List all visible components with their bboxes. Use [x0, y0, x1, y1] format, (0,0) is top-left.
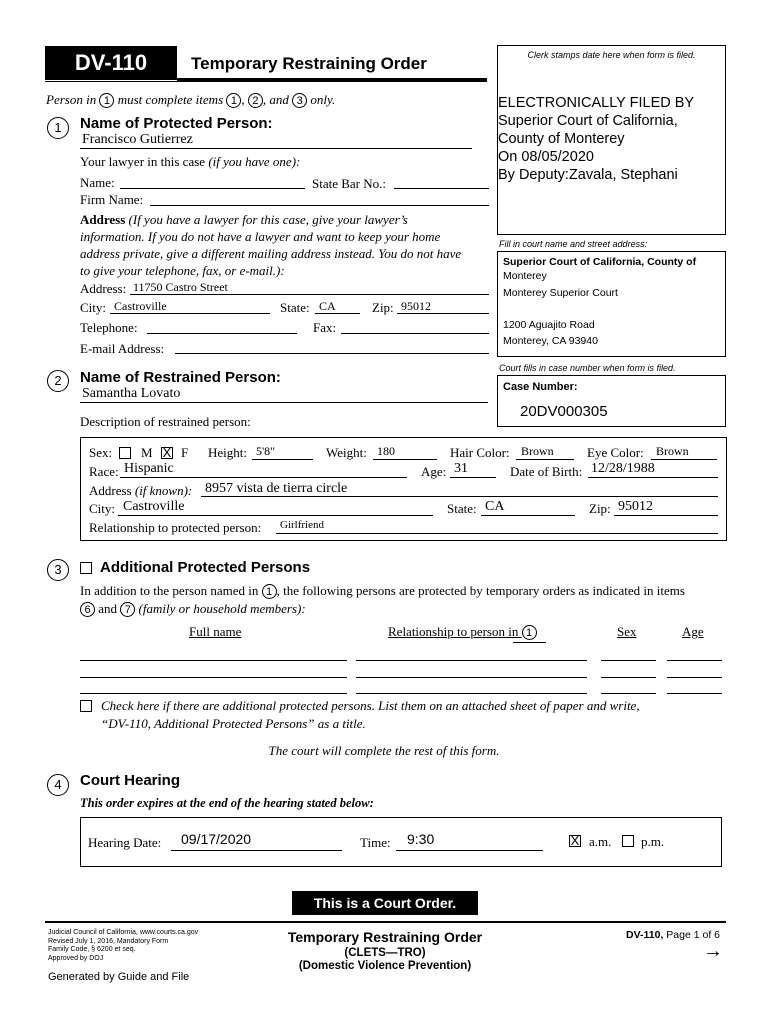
- address-bold: Address: [80, 212, 126, 227]
- state-label: State:: [280, 300, 310, 315]
- hair-line: [516, 459, 574, 460]
- intro-text-a: In addition to the person named in: [80, 583, 259, 598]
- restrained-city-line: [118, 515, 433, 516]
- description-label: Description of restrained person:: [80, 414, 251, 429]
- court-line: 1200 Aguajito Road: [503, 319, 595, 331]
- section-2-number-icon: 2: [47, 370, 69, 392]
- footer-rule: [45, 921, 726, 923]
- restrained-name-line: [80, 402, 488, 403]
- state-value[interactable]: CA: [319, 299, 336, 313]
- bar-number-field[interactable]: [394, 188, 489, 189]
- dob-value[interactable]: 12/28/1988: [591, 461, 655, 476]
- sex-f-checkbox[interactable]: X: [162, 445, 172, 460]
- person-row-age[interactable]: [667, 693, 722, 694]
- instructions-and: , and: [262, 92, 289, 107]
- court-name-note: Fill in court name and street address:: [499, 239, 648, 249]
- stamp-line: ELECTRONICALLY FILED BY: [498, 95, 695, 111]
- city-line: [110, 313, 270, 314]
- person-row-relationship[interactable]: [356, 693, 587, 694]
- protected-name-value[interactable]: Francisco Gutierrez: [82, 132, 193, 147]
- case-number-label: Case Number:: [503, 381, 578, 393]
- address-note-3: address private, give a different mailing address instead. You do not have: [80, 246, 462, 261]
- restrained-zip-value[interactable]: 95012: [618, 499, 653, 514]
- relationship-line: [276, 533, 718, 534]
- person-row-sex[interactable]: [601, 660, 656, 661]
- hearing-time-value[interactable]: 9:30: [407, 831, 435, 847]
- person-row-name[interactable]: [80, 660, 347, 661]
- sex-m-label: M: [141, 445, 153, 460]
- pm-checkbox[interactable]: [622, 835, 634, 847]
- intro-text-b: , the following persons are protected by temporary orders as indicated in items: [276, 583, 685, 598]
- sex-m-checkbox[interactable]: [119, 447, 131, 459]
- restrained-address-label: [89, 483, 192, 499]
- firm-name-field[interactable]: [150, 205, 489, 206]
- circle-1-icon: 1: [262, 584, 277, 599]
- race-line: [120, 477, 407, 478]
- restrained-city-label: City:: [89, 501, 116, 516]
- circle-7-icon: 7: [120, 602, 135, 617]
- generated-by: Generated by Guide and File: [48, 971, 190, 983]
- instructions-suffix: only.: [310, 92, 336, 107]
- age-value[interactable]: 31: [454, 461, 468, 476]
- weight-label: Weight:: [326, 445, 367, 460]
- additional-intro-line2: [80, 601, 306, 617]
- email-field[interactable]: [175, 353, 489, 354]
- hearing-date-value[interactable]: 09/17/2020: [181, 831, 252, 847]
- stamp-line: Superior Court of California,: [498, 113, 678, 129]
- telephone-field[interactable]: [147, 333, 297, 334]
- address-note-1: (If you have a lawyer for this case, give your lawyer’s: [128, 212, 408, 227]
- attach-sheet-checkbox[interactable]: [80, 700, 92, 712]
- restrained-zip-label: Zip:: [589, 501, 611, 516]
- age-line: [450, 477, 496, 478]
- lawyer-label-text: Your lawyer in this case: [80, 154, 206, 169]
- footer-sub1: (CLETS—TRO): [344, 947, 426, 959]
- address-note: [80, 211, 500, 279]
- hair-label: Hair Color:: [450, 445, 510, 460]
- circle-1-icon: 1: [522, 625, 537, 640]
- circle-3-icon: 3: [292, 93, 307, 108]
- next-page-arrow-icon[interactable]: →: [703, 940, 723, 962]
- am-label: a.m.: [589, 834, 612, 849]
- footer-page-text: Page 1 of 6: [666, 929, 721, 941]
- restrained-address-line: [201, 496, 718, 497]
- lawyer-name-field[interactable]: [120, 188, 305, 189]
- clerk-stamp-box: [497, 45, 726, 235]
- lawyer-label: [80, 154, 300, 170]
- restrained-address-label-text: Address: [89, 483, 132, 498]
- relationship-value[interactable]: Girlfriend: [280, 519, 324, 531]
- col-full-name: Full name: [189, 624, 242, 639]
- additional-intro-line1: [80, 583, 685, 599]
- form-id-badge: DV-110: [45, 46, 177, 80]
- header-rule-left: [45, 81, 487, 82]
- bar-number-label: State Bar No.:: [312, 176, 387, 191]
- footer-left-line: Judicial Council of California, www.courts.ca.gov: [48, 929, 199, 936]
- city-label: City:: [80, 300, 107, 315]
- zip-label: Zip:: [372, 300, 394, 315]
- person-row-age[interactable]: [667, 677, 722, 678]
- person-row-relationship[interactable]: [356, 660, 587, 661]
- footer-title: Temporary Restraining Order: [287, 929, 483, 945]
- race-label: Race:: [89, 464, 119, 479]
- stamp-line: On 08/05/2020: [498, 149, 594, 165]
- address-note-4: to give your telephone, fax, or e-mail.):: [80, 263, 285, 278]
- instructions-mid: must complete items: [117, 92, 224, 107]
- section-4-number-icon: 4: [47, 774, 69, 796]
- person-row-sex[interactable]: [601, 677, 656, 678]
- instructions: Person in 1 must complete items 1 , 2 , and 3 only.: [46, 92, 336, 107]
- court-name-2: Monterey: [503, 270, 547, 282]
- stamp-line: By Deputy:Zavala, Stephani: [498, 167, 678, 183]
- col-relationship: [388, 624, 537, 640]
- attach-sheet-text-1: Check here if there are additional protected persons. List them on an attached sheet of paper and write,: [101, 698, 640, 713]
- clerk-stamp-note: Clerk stamps date here when form is filed.: [527, 50, 696, 60]
- zip-value[interactable]: 95012: [401, 299, 431, 313]
- address-note-2: information. If you do not have a lawyer and want to keep your home: [80, 229, 441, 244]
- age-label: Age:: [421, 464, 447, 479]
- restrained-state-label: State:: [447, 501, 477, 516]
- circle-1-icon: 1: [226, 93, 241, 108]
- col-relationship-text: Relationship to person in: [388, 624, 519, 639]
- restrained-name-value[interactable]: Samantha Lovato: [82, 386, 181, 401]
- address-label: Address:: [80, 281, 127, 296]
- person-row-name[interactable]: [80, 693, 347, 694]
- court-line: Monterey Superior Court: [503, 287, 618, 299]
- restrained-address-value[interactable]: 8957 vista de tierra circle: [205, 481, 348, 496]
- fax-field[interactable]: [341, 333, 489, 334]
- form-title: Temporary Restraining Order: [191, 54, 427, 73]
- city-value[interactable]: Castroville: [114, 299, 167, 313]
- court-complete-note: The court will complete the rest of this form.: [268, 743, 500, 758]
- footer-sub2: (Domestic Violence Prevention): [298, 960, 472, 972]
- relationship-label: Relationship to protected person:: [89, 520, 262, 535]
- additional-persons-checkbox[interactable]: [80, 562, 92, 574]
- hearing-date-label: Hearing Date:: [88, 835, 162, 850]
- eye-label: Eye Color:: [587, 445, 644, 460]
- person-row-sex[interactable]: [601, 693, 656, 694]
- address-line: [130, 294, 489, 295]
- zip-line: [397, 313, 489, 314]
- race-value[interactable]: Hispanic: [124, 461, 174, 476]
- intro-text-2: (family or household members):: [138, 601, 306, 616]
- circle-2-icon: 2: [248, 93, 263, 108]
- hair-value[interactable]: Brown: [521, 444, 554, 458]
- sex-label: Sex:: [89, 445, 113, 460]
- restrained-state-line: [481, 515, 575, 516]
- person-row-age[interactable]: [667, 660, 722, 661]
- attach-sheet-text-2: “DV-110, Additional Protected Persons” as a title.: [101, 716, 366, 731]
- case-number-box: [497, 375, 726, 427]
- lawyer-name-label: Name:: [80, 175, 115, 190]
- col-sex: Sex: [617, 624, 637, 639]
- section-1-number-icon: 1: [47, 117, 69, 139]
- eye-line: [651, 459, 717, 460]
- restrained-address-paren: (if known):: [134, 483, 193, 498]
- case-number-value: 20DV000305: [520, 403, 608, 420]
- state-line: [315, 313, 360, 314]
- circle-1-icon: 1: [99, 93, 114, 108]
- fax-label: Fax:: [313, 320, 337, 335]
- eye-value[interactable]: Brown: [656, 444, 689, 458]
- protected-name-line: [80, 148, 472, 149]
- weight-value[interactable]: 180: [377, 444, 395, 458]
- hearing-date-line: [171, 850, 342, 851]
- hearing-time-label: Time:: [360, 835, 391, 850]
- section-3-number-icon: 3: [47, 559, 69, 581]
- weight-line: [373, 459, 437, 460]
- am-checkbox[interactable]: X: [570, 833, 580, 848]
- footer-form-id: DV-110,: [626, 929, 664, 941]
- col-relationship-underline: [513, 642, 546, 643]
- instructions-prefix: Person in: [46, 92, 97, 107]
- footer-left-line: Family Code, § 6200 et seq.: [48, 946, 136, 953]
- height-value[interactable]: 5'8": [256, 444, 276, 458]
- footer-center: [255, 929, 515, 972]
- protected-title: Name of Protected Person:: [80, 115, 273, 132]
- address-value[interactable]: 11750 Castro Street: [133, 280, 228, 294]
- case-number-note: Court fills in case number when form is filed.: [499, 363, 676, 373]
- restrained-zip-line: [614, 515, 718, 516]
- person-row-name[interactable]: [80, 677, 347, 678]
- height-label: Height:: [208, 445, 247, 460]
- dob-label: Date of Birth:: [510, 464, 583, 479]
- restrained-title: Name of Restrained Person:: [80, 369, 281, 386]
- restrained-city-value[interactable]: Castroville: [123, 499, 185, 514]
- lawyer-label-paren: (if you have one):: [208, 154, 301, 169]
- court-name-1: Superior Court of California, County of: [503, 256, 697, 268]
- pm-label: p.m.: [641, 834, 665, 849]
- person-row-relationship[interactable]: [356, 677, 587, 678]
- footer-left-line: Revised July 1, 2016, Mandatory Form: [48, 937, 169, 945]
- footer-left: [48, 929, 198, 963]
- sex-f-label: F: [181, 445, 189, 460]
- additional-title: Additional Protected Persons: [100, 559, 311, 576]
- and-text: and: [98, 601, 118, 616]
- email-label: E-mail Address:: [80, 341, 165, 356]
- restrained-state-value[interactable]: CA: [485, 499, 505, 514]
- court-name-box: [497, 251, 726, 357]
- dob-line: [588, 477, 718, 478]
- firm-name-label: Firm Name:: [80, 192, 144, 207]
- court-line: Monterey, CA 93940: [503, 335, 598, 347]
- hearing-title: Court Hearing: [80, 772, 181, 789]
- hearing-time-line: [396, 850, 543, 851]
- hearing-expires-note: This order expires at the end of the hearing stated below:: [80, 796, 374, 810]
- footer-left-line: Approved by DOJ: [48, 954, 104, 962]
- col-age: Age: [682, 624, 704, 639]
- circle-6-icon: 6: [80, 602, 95, 617]
- court-line: [503, 301, 720, 317]
- court-order-banner: This is a Court Order.: [292, 891, 478, 915]
- clerk-stamp-text: [498, 94, 694, 184]
- telephone-label: Telephone:: [80, 320, 138, 335]
- height-line: [252, 459, 313, 460]
- stamp-line: County of Monterey: [498, 131, 625, 147]
